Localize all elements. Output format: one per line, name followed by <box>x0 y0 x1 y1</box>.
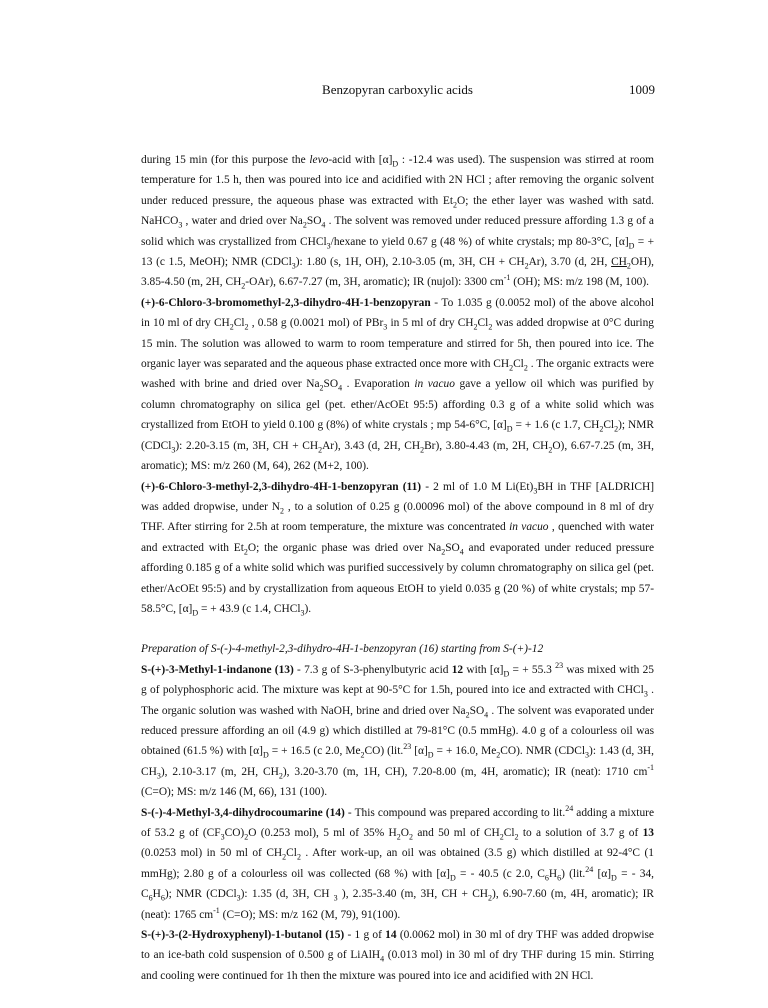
running-title: Benzopyran carboxylic acids <box>322 82 473 97</box>
paragraph-bromomethyl-benzopyran: (+)-6-Chloro-3-bromomethyl-2,3-dihydro-4H-1-benzopyran - To 1.035 g (0.0052 mol) of the above alcohol in 10 ml of dry $CH_2Cl_2$ , 0.58 g (0.0021 mol) of PBr$_3$ in 5 ml of dry $CH_2Cl_2$ was added dropwise at 0°C during 15 min. The solution was allowed to warm to room temperature and stirred for 5h, then poured into ice. The organic layer was separated and the aqueous phase extracted once more with $CH_2Cl_2$ . The organic extracts were washed with brine and dried over $Na_2SO_4$ . Evaporation in vacuo gave a yellow oil which was purified by column chromatography on silica gel (pet. ether/AcOEt 95:5) affording 0.3 g of a white solid which was crystallized from EtOH to yield 0.100 g (8%) of white crystals ; mp 54-6°C, $[\alpha]_D$ = + 1.6 (c 1.7, $CH_2Cl_2$); NMR (CDCl$_3$): 2.20-3.15 (m, 3H, CH + $CH_2Ar$), 3.43 (d, 2H, $CH_2Br$), 3.80-4.43 (m, 2H, $CH_2O$), 6.67-7.25 (m, 3H, aromatic); MS: m/z 260 (M, 64), 262 (M+2, 100). <box>141 296 654 473</box>
page-number: 1009 <box>629 82 655 97</box>
section-gap <box>141 619 654 639</box>
paragraph-methyl-benzopyran-11: (+)-6-Chloro-3-methyl-2,3-dihydro-4H-1-benzopyran (11) - 2 ml of 1.0 M $Li(Et)_3BH$ in THF [ALDRICH] was added dropwise, under $N_2$ , to a solution of 0.25 g (0.00096 mol) of the above compound in 8 ml of dry THF. After stirring for 2.5h at room temperature, the mixture was concentrated in vacuo , quenched with water and extracted with $Et_2O$; the organic phase was dried over $Na_2SO_4$ and evaporated under reduced pressure affording 0.185 g of a white solid which was purified successively by column chromatography on silica gel (pet. ether/AcOEt 95:5) and by crystallization from aqueous EtOH to yield 0.035 g (20 %) of white crystals; mp 57-58.5°C, $[\alpha]_D$ = + 43.9 (c 1.4, CHCl$_3$). <box>141 480 655 618</box>
paragraph-methyl-indanone-13: S-(+)-3-Methyl-1-indanone (13) - 7.3 g of S-3-phenylbutyric acid 12 with $[\alpha]_D$ = + 55.3 $^{23}$ was mixed with 25 g of polyphosphoric acid. The mixture was kept at 90-5°C for 1.5h, poured into ice and extracted with CHCl$_3$ . The organic solution was washed with NaOH, brine and dried over $Na_2SO_4$ . The solvent was evaporated under reduced pressure affording an oil (4.9 g) which distilled at 79-81°C (0.5 mmHg). 4.0 g of a colourless oil was obtained (61.5 %) with $[\alpha]_D$ = + 16.5 (c 2.0, $Me_2CO$) (lit.$^{23}$ $[\alpha]_D$ = + 16.0, $Me_2CO$). NMR (CDCl$_3$): 1.43 (d, 3H, $CH_3$), 2.10-3.17 (m, 2H, $CH_2$), 3.20-3.70 (m, 1H, CH), 7.20-8.00 (m, 4H, aromatic); IR (neat): 1710 $cm^{-1}$ (C=O); MS: m/z 146 (M, 66), 131 (100). <box>141 660 654 799</box>
paragraph-hydroxyphenyl-butanol-15: S-(+)-3-(2-Hydroxyphenyl)-1-butanol (15) - 1 g of 14 (0.0062 mol) in 30 ml of dry THF was added dropwise to an ice-bath cold suspension of 0.500 g of LiAlH$_4$ (0.013 mol) in 30 ml of dry THF during 15 min. Stirring and cooling were continued for 1h then the mixture was poured into ice and acidified with 2N HCl. <box>141 929 654 982</box>
paragraph-hydroxymethyl-continued: during 15 min (for this purpose the levo-acid with $[\alpha]_D$ : -12.4 was used). The suspension was stirred at room temperature for 1.5 h, then was poured into ice and acidified with 2N HCl ; after removing the organic solvent under reduced pressure, the aqueous phase was extracted with $Et_2O$; the ether layer was washed with satd. NaHCO$_3$ , water and dried over $Na_2SO_4$ . The solvent was removed under reduced pressure affording 1.3 g of a solid which was crystallized from CHCl$_3$/hexane to yield 0.67 g (48 %) of white crystals; mp 80-3°C, $[\alpha]_D$ = + 13 (c 1.5, MeOH); NMR (CDCl$_3$): 1.80 (s, 1H, OH), 2.10-3.05 (m, 3H, CH + $CH_2Ar$), 3.70 (d, 2H, $CH_2OH$), 3.85-4.50 (m, 2H, $CH_2-OAr$), 6.67-7.27 (m, 3H, aromatic); IR (nujol): 3300 $cm^{-1}$ (OH); MS: m/z 198 (M, 100). <box>141 154 654 291</box>
body-text <box>141 150 654 986</box>
running-header <box>140 82 655 102</box>
paragraph-dihydrocoumarine-14: S-(-)-4-Methyl-3,4-dihydrocoumarine (14) - This compound was prepared according to lit.$^{24}$ adding a mixture of 53.2 g of $(CF_3CO)_2O$ (0.253 mol), 5 ml of 35% $H_2O_2$ and 50 ml of $CH_2Cl_2$ to a solution of 3.7 g of 13 (0.0253 mol) in 50 ml of $CH_2Cl_2$ . After work-up, an oil was obtained (3.5 g) which distilled at 92-4°C (1 mmHg); 2.80 g of a colourless oil was collected (68 %) with $[\alpha]_D$ = - 40.5 (c 2.0, $C_6H_6$) (lit.$^{24}$ $[\alpha]_D$ = - 34, $C_6H_6$); NMR (CDCl$_3$): 1.35 (d, 3H, CH $_3$ ), 2.35-3.40 (m, 3H, CH + $CH_2$), 6.90-7.60 (m, 4H, aromatic); IR (neat): 1765 $cm^{-1}$ (C=O); MS: m/z 162 (M, 79), 91(100). <box>141 803 655 921</box>
section-heading-preparation-16: Preparation of S-(-)-4-methyl-2,3-dihydro-4H-1-benzopyran (16) starting from S-(+)-12 <box>141 643 544 656</box>
